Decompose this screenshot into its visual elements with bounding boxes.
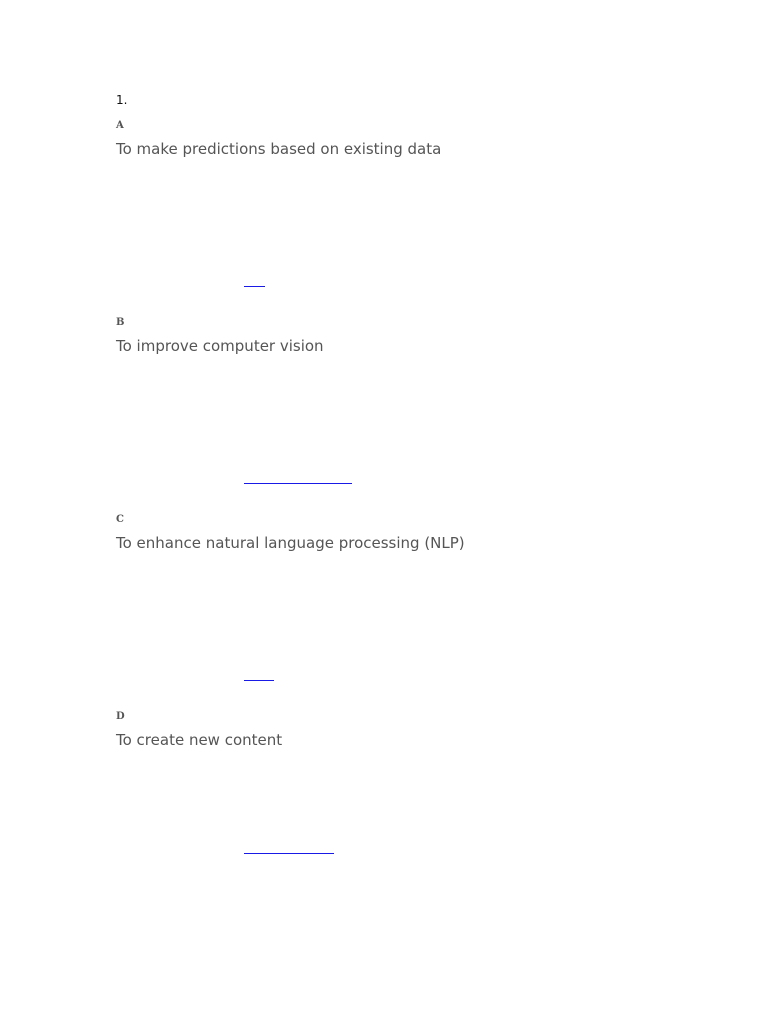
option-b-letter: B	[116, 317, 125, 328]
option-c-text: To enhance natural language processing (NLP)	[116, 534, 465, 552]
option-b-link[interactable]	[244, 483, 352, 484]
question-number: 1.	[116, 93, 128, 107]
option-d-letter: D	[116, 711, 125, 722]
option-a-text: To make predictions based on existing data	[116, 140, 442, 158]
option-a-link[interactable]	[244, 286, 265, 287]
option-c-letter: C	[116, 514, 124, 525]
option-c-link[interactable]	[244, 680, 274, 681]
option-d-link[interactable]	[244, 853, 334, 854]
option-b-text: To improve computer vision	[116, 337, 324, 355]
option-d-text: To create new content	[116, 731, 283, 749]
option-a-letter: A	[116, 120, 124, 131]
